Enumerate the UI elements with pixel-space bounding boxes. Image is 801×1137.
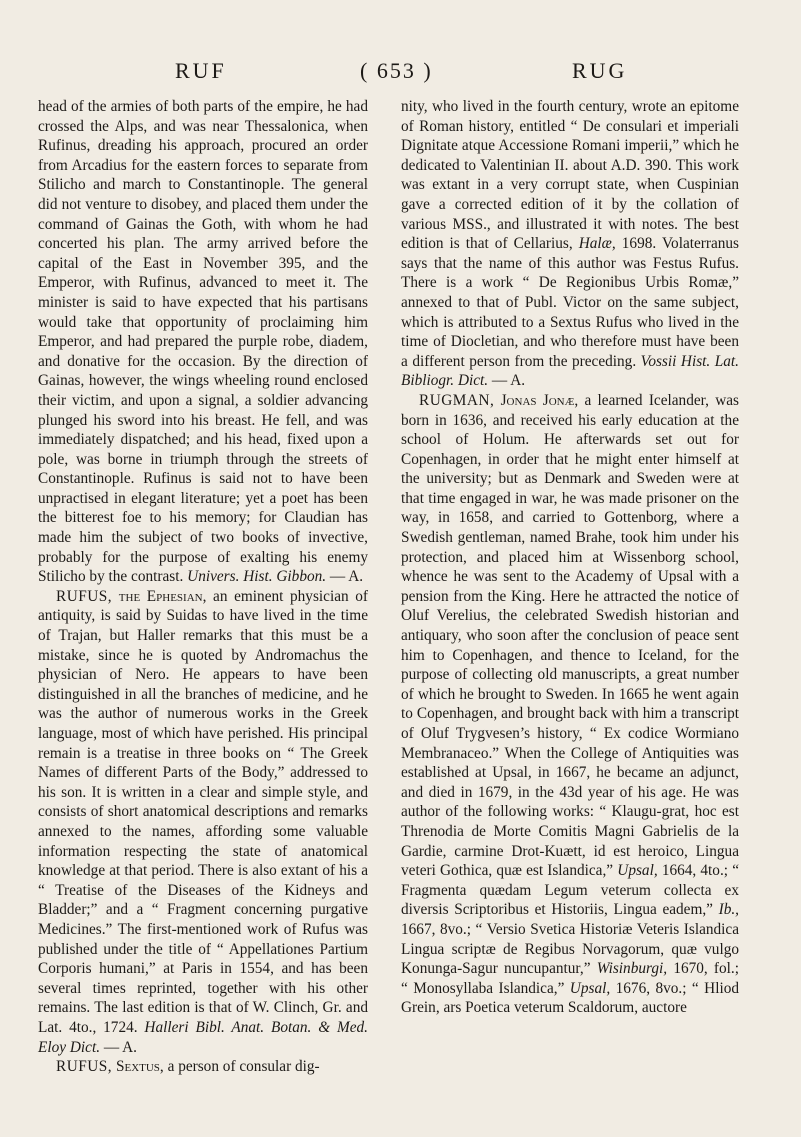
paragraph-text: head of the armies of both parts of the empire, he had crossed the Alps, and was near Thessalonica, when Rufinus, dreading his approach, procured an order from Arcadius for the eastern forces to separate from Stilicho and march to Constantinople. The general did not venture to disobey, and placed them under the command of Gainas the Goth, with whom he had concerted his plan. The army arrived before the capital of the East in November 395, and the Emperor, with Rufinus, advanced to meet it. The minister is said to have expected that his partisans would take that opportunity of proclaiming him Emperor, and had prepared the purple robe, diadem, and donative for the occasion. By the direction of Gainas, however, the wings wheeling round enclosed their victim, and upon a signal, a soldier advancing plunged his sword into his breast. He fell, and was immediately dispatched; and his head, fixed upon a pole, was borne in triumph through the streets of Constantinople. Rufinus is said not to have been unpractised in elegant literature; yet a poet has been the bitterest foe to his memory; for Claudian has made him the subject of two books of invective, probably for the purpose of exalting his enemy Stilicho by the contrast. (38, 98, 368, 586)
paragraph-text: a person of consular dig- (163, 1058, 320, 1076)
signature: — A. (488, 372, 526, 390)
citation: Upsal, (613, 862, 658, 880)
citation: Vossii Hist. Lat. Bibliogr. Dict. (401, 352, 739, 390)
entry-rugman (401, 391, 739, 1018)
entry-headword: RUGMAN, (419, 391, 495, 409)
entry-epithet: Sextus, (115, 1058, 164, 1076)
paragraph-rufinus-cont (38, 97, 368, 587)
paragraph-text: 1698. Volaterranus says that the name of this author was Festus Rufus. There is a work “ De Regionibus Urbis Romæ,” annexed to that of Publ. Victor on the same subject, which is attributed to a Sextus Rufus who lived in the time of Diocletian, and who therefore must have been a different person from the preceding. (401, 235, 740, 370)
running-header (0, 56, 801, 86)
citation: Halæ, (572, 235, 616, 253)
entry-epithet: the Ephesian, (118, 587, 207, 605)
paragraph-text: a learned Icelander, was born in 1636, and received his early education at the school of Holum. He afterwards set out for Copenhagen, in order that he might enter himself at the university; but as Denmark and Sweden were at that time engaged in war, he was made prisoner on the way, in 1658, and carried to Gottenborg, where a Swedish gentleman, named Brahe, took him under his protection, and placed him at Wissenborg school, whence he was sent to the Academy of Upsal with a pension from the King. Here he attracted the notice of Oluf Verelius, the celebrated Swedish historian and antiquary, who soon after the conclusion of peace sent him to Copenhagen, and thence to Iceland, for the purpose of collecting old manuscripts, a great number of which he brought to Sweden. In 1665 he went again to Copenhagen, and brought back with him a transcript of Oluf Trygvesen’s history, “ Ex codice Wormiano Membranaceo.” When the College of Antiquities was established at Upsal, in 1667, he became an adjunct, and died in 1679, in the 43d year of his age. He was author of the following works: “ Klaugu-grat, hoc est Threnodia de Morte Comitis Magni Gabrielis de la Gardie, carmine Drot-Kuætt, id est heroico, Lingua veteri Gothica, quæ est Islandica,” (401, 391, 739, 880)
paragraph-text: 1667, 8vo.; “ Versio Svetica Historiæ Veteris Islandica Lingua scriptæ de Regibus Norvagorum, quæ vulgo Konunga-Sagur nuncupantur,” (401, 920, 739, 978)
paragraph-text: 1670, fol.; “ Monosyllaba Islandica,” (401, 960, 739, 997)
citation: Upsal, (564, 979, 611, 997)
paragraph-text: 1676, 8vo.; “ Hliod Grein, ars Poetica veterum Scaldorum, auctore (401, 979, 740, 1017)
left-column (38, 97, 368, 1077)
paragraph-text: 1664, 4to.; “ Fragmenta quædam Legum veterum collecta ex diversis Scriptoribus et Historiis, Lingua eadem,” (401, 862, 739, 919)
entry-headword: RUFUS, (56, 587, 113, 605)
paragraph-text: nity, who lived in the fourth century, wrote an epitome of Roman history, entitled “ De consulari et imperiali Dignitate atque Accessione Romani imperii,” which he dedicated to Valentinian II. about A.D. 390. This work was extant in a very corrupt state, when Cuspinian gave a corrected edition of it by the collation of various MSS., and illustrated it with notes. The best edition is that of Cellarius, (401, 98, 739, 253)
citation: Halleri Bibl. Anat. Botan. & Med. Eloy Dict. (38, 1018, 368, 1056)
page-number: ( 653 ) (360, 58, 433, 83)
entry-headword: RUFUS, (56, 1058, 113, 1076)
citation: Univers. Hist. Gibbon. (187, 568, 327, 586)
header-left-catchword: RUF (175, 58, 227, 83)
entry-rufus-ephesian (38, 587, 368, 1057)
citation: Ib., (712, 901, 739, 919)
paragraph-text: an eminent physician of antiquity, is said by Suidas to have lived in the time of Trajan, but Haller remarks that this must be a mistake, since he is quoted by Andromachus the physician of Nero. He appears to have been distinguished in all the branches of medicine, and he was the author of numerous works in the Greek language, most of which have perished. His principal remain is a treatise in three books on “ The Greek Names of different Parts of the Body,” addressed to his son. It is written in a clear and simple style, and consists of short anatomical descriptions and remarks annexed to the names, affording some valuable information respecting the state of anatomical knowledge at that period. There is also extant of his a “ Treatise of the Diseases of the Kidneys and Bladder;” and a “ Fragment concerning purgative Medicines.” The first-mentioned work of Rufus was published under the title of “ Appellationes Partium Corporis humani,” at Paris in 1554, and has been several times reprinted, together with his other remains. The last edition is that of W. Clinch, Gr. and Lat. 4to., 1724. (38, 587, 369, 1036)
entry-epithet: Jonas Jonæ, (500, 391, 579, 409)
entry-rufus-sextus (38, 1057, 368, 1077)
signature: — A. (100, 1038, 138, 1056)
citation: Wisinburgi, (590, 960, 668, 978)
paragraph-rufus-sextus-cont (401, 97, 739, 391)
right-column (401, 97, 739, 1018)
header-right-catchword: RUG (572, 58, 628, 83)
signature: — A. (326, 568, 364, 586)
